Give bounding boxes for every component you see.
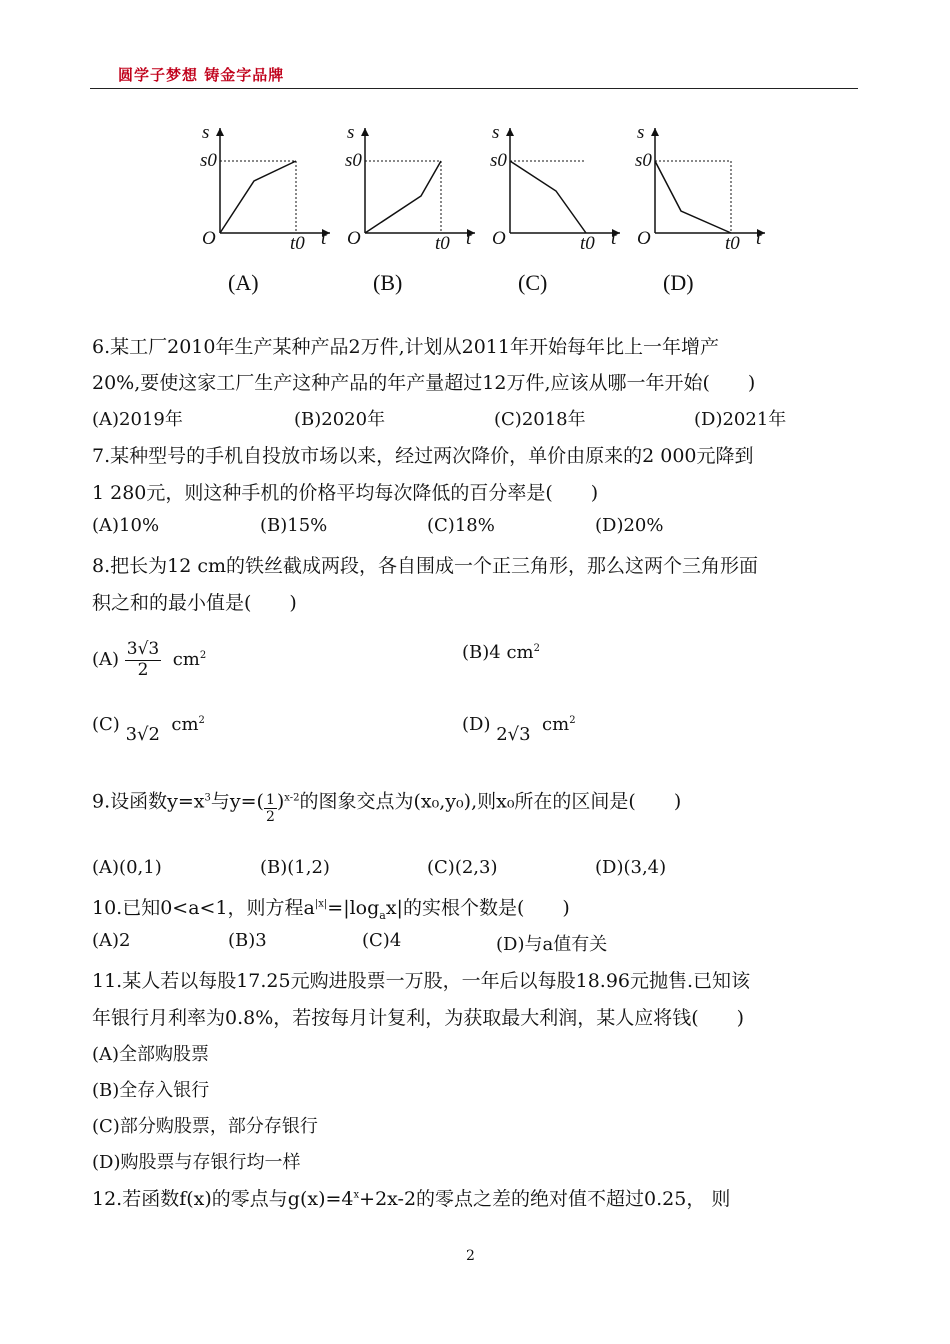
q8-c-unit: cm [171,714,199,735]
axis-s-label: s [202,122,210,143]
axis-s-label: s [347,122,355,143]
q11-option-c: (C)部分购股票，部分存银行 [92,1116,318,1137]
graph-a [190,118,330,313]
q11-option-b: (B)全存入银行 [92,1080,210,1101]
q7-option-d: (D)20% [595,515,664,536]
q9-exponent: x-2 [284,792,300,804]
axis-t-label: t [611,228,617,249]
q12-stem [92,1184,730,1211]
t0-label: t0 [725,233,740,254]
q8-d-prefix: (D) [462,714,491,735]
q8-b-text: (B)4 cm [462,642,534,663]
origin-label: O [202,228,216,249]
t0-label: t0 [290,233,305,254]
axis-t-label: t [321,228,327,249]
origin-label: O [347,228,361,249]
q7-option-c: (C)18% [427,515,495,536]
q7-line1: 7.某种型号的手机自投放市场以来，经过两次降价，单价由原来的2 000元降到 [92,445,754,467]
q11-line2: 年银行月利率为0.8%，若按每月计复利，为获取最大利润，某人应将钱( ) [92,1007,745,1029]
q8-option-b: (B)4 $cm^2$ [462,642,540,663]
q6-option-c: (C)2018年 [494,409,586,430]
q9-option-d: (D)(3,4) [595,857,667,878]
q8-c-value: 3√2 [125,724,160,745]
s0-label: s0 [200,150,217,171]
q11-option-a: (A)全部购股票 [92,1044,210,1065]
caption-d: (D) [663,270,694,295]
q7-option-b: (B)15% [260,515,328,536]
q10-subscript: a [379,908,386,922]
q8-a-unit: cm [172,649,200,671]
q10-option-a: (A)2 [92,930,131,951]
q12-part2: +2x-2的零点之差的绝对值不超过0.25， 则 [359,1188,731,1210]
q6-option-a: (A)2019年 [92,409,183,430]
q7-line2: 1 280元，则这种手机的价格平均每次降低的百分率是( ) [92,482,599,504]
q8-d-unit: cm [542,714,570,735]
caption-a: (A) [228,270,259,295]
brand-slogan: 圆学子梦想 铸金字品牌 [118,66,285,84]
q8-a-numerator: 3√3 [126,639,160,659]
q6-option-b: (B)2020年 [294,409,386,430]
axis-t-label: t [756,228,762,249]
q6-line1: 6.某工厂2010年生产某种产品2万件,计划从2011年开始每年比上一年增产 [92,336,719,358]
q10-option-c: (C)4 [362,930,402,951]
axis-t-label: t [466,228,472,249]
q7-option-a: (A)10% [92,515,160,536]
q11-line1: 11.某人若以每股17.25元购进股票一万股，一年后以每股18.96元抛售.已知该 [92,970,751,992]
q12-part1: 12.若函数f(x)的零点与g(x)=4 [92,1188,354,1210]
q8-a-denominator: 2 [137,659,149,680]
q8-option-c: (C) 3√2 $cm^2$ [92,714,205,745]
q9-stem: 9.设函数$y=x^3$与y=( $\frac{1}{2}$ )$^{x-2}$的图象交点为(x₀,y₀),则x₀所在的区间是( ) [92,790,682,826]
q10-exponent: |x| [314,898,328,910]
q8-line1: 8.把长为12 cm的铁丝截成两段，各自围成一个正三角形，那么这两个三角形面 [92,555,759,577]
caption-c: (C) [518,270,548,295]
t0-label: t0 [580,233,595,254]
s0-label: s0 [490,150,507,171]
q9-frac-num: 1 [265,792,275,808]
q10-stem [92,893,570,922]
q10-part2: =|log [327,897,380,919]
axis-s-label: s [492,122,500,143]
graph-options [190,118,770,313]
q10-part1: 10.已知0<a<1，则方程a [92,897,315,919]
q12-exponent: x [353,1189,360,1201]
q8-option-a: (A) $\frac{3√3}{2}$ $cm^2$ [92,639,207,680]
q8-option-d: (D) 2√3 $cm^2$ [462,714,576,745]
q9-option-b: (B)(1,2) [260,857,330,878]
s0-label: s0 [635,150,652,171]
q9-part1: 9.设函数y=x [92,790,205,813]
q8-line2: 积之和的最小值是( ) [92,592,297,614]
page-number: 2 [466,1248,475,1264]
page-header [90,62,858,89]
origin-label: O [492,228,506,249]
q6-option-d: (D)2021年 [694,409,787,430]
q9-frac-den: 2 [265,809,275,826]
q8-a-prefix: (A) [92,649,120,671]
q9-fraction [264,792,277,825]
q9-option-a: (A)(0,1) [92,857,162,878]
caption-b: (B) [373,270,403,295]
q9-option-c: (C)(2,3) [427,857,498,878]
graph-b [335,118,475,313]
q8-c-prefix: (C) [92,714,120,735]
t0-label: t0 [435,233,450,254]
q9-part2: 与y=( [210,790,264,813]
q8-a-fraction [125,640,161,680]
q6-line2: 20%,要使这家工厂生产这种产品的年产量超过12万件,应该从哪一年开始( ) [92,372,756,394]
origin-label: O [637,228,651,249]
q8-d-value: 2√3 [496,724,531,745]
axis-s-label: s [637,122,645,143]
q10-option-b: (B)3 [228,930,267,951]
s0-label: s0 [345,150,362,171]
graph-c [480,118,620,313]
q10-part3: x|的实根个数是( ) [385,897,570,919]
q11-option-d: (D)购股票与存银行均一样 [92,1152,301,1173]
q10-option-d: (D)与a值有关 [496,934,608,955]
q9-part3: 的图象交点为(x₀,y₀),则x₀所在的区间是( ) [299,790,682,813]
graph-d [625,118,765,313]
